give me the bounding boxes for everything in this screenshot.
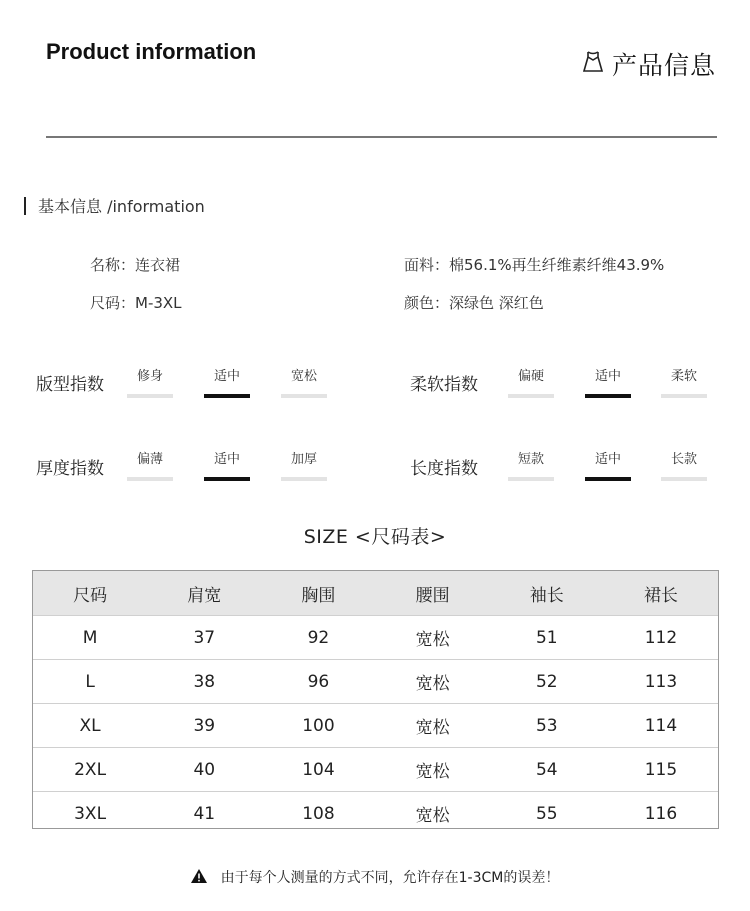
table-cell: 113 xyxy=(644,671,678,692)
index-option: 偏硬 xyxy=(508,368,554,398)
page-title-cn-text: 产品信息 xyxy=(611,51,716,80)
index-label-softness: 柔软指数 xyxy=(410,375,478,395)
table-cell: 宽松 xyxy=(415,674,450,694)
table-cell: 宽松 xyxy=(415,718,450,738)
table-cell: 55 xyxy=(535,803,558,824)
table-cell: 53 xyxy=(535,715,558,736)
index-label-thickness: 厚度指数 xyxy=(36,459,104,479)
size-table-title: SIZE <尺码表> xyxy=(303,526,447,548)
index-option: 短款 xyxy=(508,451,554,481)
table-cell: 100 xyxy=(302,715,335,736)
table-cell: 40 xyxy=(193,759,216,780)
table-cell: 51 xyxy=(535,627,558,648)
measurement-note-text: 由于每个人测量的方式不同，允许存在1-3CM的误差！ xyxy=(220,870,560,886)
table-row xyxy=(33,704,718,748)
table-cell: M xyxy=(82,627,98,648)
table-cell: 114 xyxy=(644,715,678,736)
info-color: 颜色：深绿色 深红色 xyxy=(404,294,544,312)
table-cell: L xyxy=(85,671,95,692)
measurement-note xyxy=(0,867,750,887)
index-option-selected: 适中 xyxy=(585,451,631,481)
table-row xyxy=(33,792,718,835)
table-cell: 92 xyxy=(307,627,330,648)
table-header-cell: 袖长 xyxy=(529,585,564,606)
table-cell: 宽松 xyxy=(415,762,450,782)
table-header-cell: 尺码 xyxy=(73,585,108,606)
table-cell: 37 xyxy=(193,627,216,648)
index-option: 长款 xyxy=(661,451,707,481)
section-marker xyxy=(24,197,26,215)
table-row xyxy=(33,660,718,704)
header-divider xyxy=(46,136,717,138)
page-title-chinese-group xyxy=(580,46,716,82)
table-cell: XL xyxy=(79,715,101,736)
table-cell: 108 xyxy=(302,803,335,824)
size-table xyxy=(32,570,719,829)
table-header-cell: 腰围 xyxy=(415,585,450,606)
table-cell: 112 xyxy=(644,627,678,648)
table-row xyxy=(33,748,718,792)
table-cell: 41 xyxy=(193,803,216,824)
index-label-fit: 版型指数 xyxy=(36,375,104,395)
info-name: 名称：连衣裙 xyxy=(90,256,181,274)
warning-icon xyxy=(191,869,207,887)
table-cell: 115 xyxy=(644,759,678,780)
index-label-length: 长度指数 xyxy=(410,459,478,479)
table-cell: 宽松 xyxy=(415,806,450,826)
table-row xyxy=(33,616,718,660)
dress-icon xyxy=(580,49,606,79)
table-cell: 54 xyxy=(535,759,558,780)
table-cell: 52 xyxy=(535,671,558,692)
table-cell: 116 xyxy=(644,803,678,824)
table-cell: 104 xyxy=(302,759,335,780)
info-size: 尺码：M-3XL xyxy=(90,294,182,312)
table-cell: 96 xyxy=(307,671,330,692)
info-fabric: 面料：棉56.1%再生纤维素纤维43.9% xyxy=(404,256,665,274)
index-option: 宽松 xyxy=(281,368,327,398)
section-heading xyxy=(24,194,205,217)
table-cell: 宽松 xyxy=(415,630,450,650)
section-heading-text: 基本信息 /information xyxy=(38,197,205,216)
table-cell: 38 xyxy=(193,671,216,692)
index-option-selected: 适中 xyxy=(204,451,250,481)
index-option-selected: 适中 xyxy=(585,368,631,398)
index-option: 修身 xyxy=(127,368,173,398)
index-option-selected: 适中 xyxy=(204,368,250,398)
index-option: 柔软 xyxy=(661,368,707,398)
table-header-cell: 胸围 xyxy=(301,585,336,606)
table-cell: 39 xyxy=(193,715,216,736)
table-header-cell: 肩宽 xyxy=(187,585,222,606)
table-header-row xyxy=(33,571,718,616)
page-title-english: Product information xyxy=(46,39,257,64)
table-header-cell: 裙长 xyxy=(643,585,678,606)
table-cell: 3XL xyxy=(74,803,107,824)
table-cell: 2XL xyxy=(74,759,107,780)
index-option: 偏薄 xyxy=(127,451,173,481)
index-option: 加厚 xyxy=(281,451,327,481)
